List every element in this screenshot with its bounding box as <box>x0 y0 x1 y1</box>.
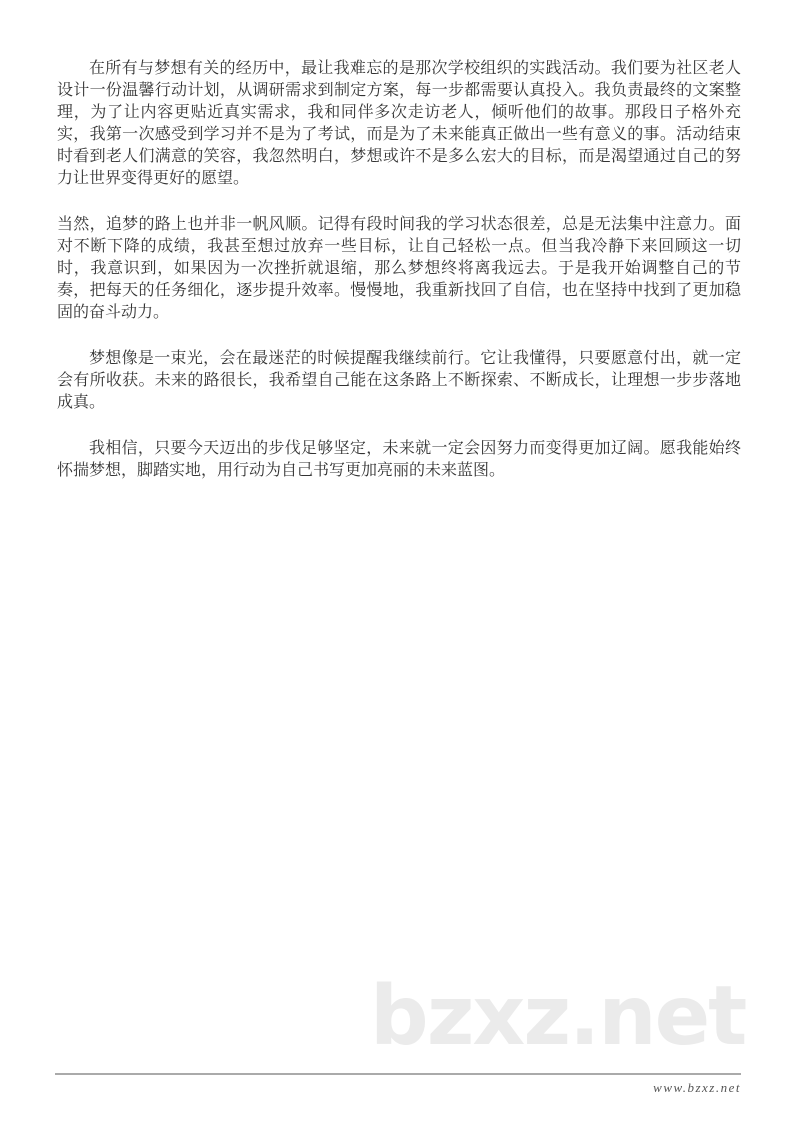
essay-paragraph-1: 在所有与梦想有关的经历中，最让我难忘的是那次学校组织的实践活动。我们要为社区老人设计一份温馨行动计划，从调研需求到制定方案，每一步都需要认真投入。我负责最终的文案整理，为了让内容更贴近真实需求，我和同伴多次走访老人，倾听他们的故事。那段日子格外充实，我第一次感受到学习并不是为了考试，而是为了未来能真正做出一些有意义的事。活动结束时看到老人们满意的笑容，我忽然明白，梦想或许不是多么宏大的目标，而是渴望通过自己的努力让世界变得更好的愿望。 <box>57 60 741 187</box>
essay-paragraph-2: 当然，追梦的路上也并非一帆风顺。记得有段时间我的学习状态很差，总是无法集中注意力。面对不断下降的成绩，我甚至想过放弃一些目标，让自己轻松一点。但当我冷静下来回顾这一切时，我意识到，如果因为一次挫折就退缩，那么梦想终将离我远去。于是我开始调整自己的节奏，把每天的任务细化，逐步提升效率。慢慢地，我重新找回了自信，也在坚持中找到了更加稳固的奋斗动力。 <box>57 216 741 321</box>
essay-paragraph-4: 我相信，只要今天迈出的步伐足够坚定，未来就一定会因努力而变得更加辽阔。愿我能始终怀揣梦想，脚踏实地，用行动为自己书写更加亮丽的未来蓝图。 <box>57 440 741 479</box>
footer-url: www.bzxz.net <box>653 1080 741 1095</box>
essay-paragraph-3: 梦想像是一束光，会在最迷茫的时候提醒我继续前行。它让我懂得，只要愿意付出，就一定会有所收获。未来的路很长，我希望自己能在这条路上不断探索、不断成长，让理想一步步落地成真。 <box>57 350 741 411</box>
watermark-text: bzxz.net <box>370 969 746 1064</box>
footer-divider <box>55 1073 741 1075</box>
essay-body <box>57 58 741 506</box>
